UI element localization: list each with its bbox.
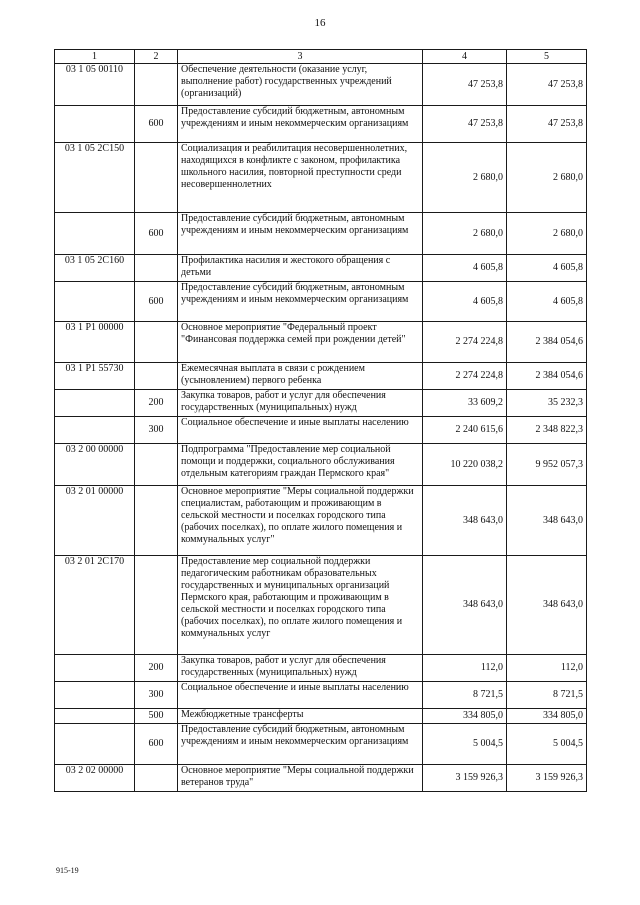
row-value-year-1: 348 643,0: [423, 486, 507, 556]
row-name: Предоставление мер социальной поддержки педагогическим работникам образовательных государственных и муниципальных организаций Пермского края, работающим и проживающим в сельской местности и поселках городского типа (рабочих поселках), по оплате жилого помещения и коммунальных услуг: [178, 556, 423, 655]
row-code: [55, 106, 135, 143]
row-name: Подпрограмма "Предоставление мер социальной помощи и поддержки, социального обслуживания отдельным категориям граждан Пермского края": [178, 444, 423, 486]
row-name: Ежемесячная выплата в связи с рождением (усыновлением) первого ребенка: [178, 363, 423, 390]
budget-table: [54, 49, 587, 792]
table-header-row: [55, 50, 587, 64]
row-value-year-2: 348 643,0: [507, 486, 587, 556]
row-code: 03 1 P1 55730: [55, 363, 135, 390]
row-value-year-2: 47 253,8: [507, 64, 587, 106]
row-expense-type: 300: [135, 417, 178, 444]
row-name: Закупка товаров, работ и услуг для обеспечения государственных (муниципальных) нужд: [178, 655, 423, 682]
page-number: 16: [314, 17, 326, 29]
table-row: [55, 390, 587, 417]
row-value-year-2: 35 232,3: [507, 390, 587, 417]
row-name: Профилактика насилия и жестокого обращения с детьми: [178, 255, 423, 282]
row-value-year-1: 2 274 224,8: [423, 322, 507, 363]
row-value-year-2: 9 952 057,3: [507, 444, 587, 486]
row-value-year-1: 2 240 615,6: [423, 417, 507, 444]
row-code: 03 2 01 2С170: [55, 556, 135, 655]
row-name: Основное мероприятие "Меры социальной поддержки ветеранов труда": [178, 765, 423, 792]
row-expense-type: [135, 363, 178, 390]
row-expense-type: [135, 486, 178, 556]
row-value-year-2: 112,0: [507, 655, 587, 682]
row-code: [55, 282, 135, 322]
table-row: [55, 556, 587, 655]
row-code: 03 2 01 00000: [55, 486, 135, 556]
row-expense-type: 200: [135, 390, 178, 417]
table-body: [55, 64, 587, 792]
row-code: [55, 390, 135, 417]
row-code: 03 1 P1 00000: [55, 322, 135, 363]
table-row: [55, 444, 587, 486]
row-expense-type: [135, 556, 178, 655]
table-row: [55, 213, 587, 255]
row-name: Социализация и реабилитация несовершеннолетних, находящихся в конфликте с законом, профилактика школьного насилия, повторной преступности среди несовершеннолетних: [178, 143, 423, 213]
row-value-year-2: 334 805,0: [507, 709, 587, 724]
row-name: Предоставление субсидий бюджетным, автономным учреждениям и иным некоммерческим организациям: [178, 106, 423, 143]
table-row: [55, 322, 587, 363]
header-col-1: 1: [55, 50, 135, 64]
row-value-year-1: 112,0: [423, 655, 507, 682]
header-col-5: 5: [507, 50, 587, 64]
table-row: [55, 363, 587, 390]
footer-code: 915-19: [56, 866, 79, 875]
table-row: [55, 765, 587, 792]
row-value-year-2: 2 384 054,6: [507, 322, 587, 363]
row-name: Предоставление субсидий бюджетным, автономным учреждениям и иным некоммерческим организациям: [178, 724, 423, 765]
row-expense-type: [135, 64, 178, 106]
row-value-year-2: 2 348 822,3: [507, 417, 587, 444]
row-code: 03 1 05 2С160: [55, 255, 135, 282]
row-value-year-1: 10 220 038,2: [423, 444, 507, 486]
row-code: [55, 724, 135, 765]
row-expense-type: [135, 255, 178, 282]
table-row: [55, 709, 587, 724]
row-value-year-2: 2 680,0: [507, 143, 587, 213]
row-code: [55, 655, 135, 682]
row-value-year-2: 3 159 926,3: [507, 765, 587, 792]
row-value-year-1: 33 609,2: [423, 390, 507, 417]
table-row: [55, 143, 587, 213]
row-code: 03 2 02 00000: [55, 765, 135, 792]
table-row: [55, 486, 587, 556]
row-name: Межбюджетные трансферты: [178, 709, 423, 724]
row-value-year-1: 2 274 224,8: [423, 363, 507, 390]
row-name: Обеспечение деятельности (оказание услуг, выполнение работ) государственных учреждений (организаций): [178, 64, 423, 106]
header-col-2: 2: [135, 50, 178, 64]
row-expense-type: [135, 444, 178, 486]
table-row: [55, 655, 587, 682]
row-value-year-2: 2 384 054,6: [507, 363, 587, 390]
row-expense-type: 600: [135, 106, 178, 143]
row-value-year-1: 8 721,5: [423, 682, 507, 709]
row-expense-type: 500: [135, 709, 178, 724]
table-row: [55, 417, 587, 444]
row-value-year-2: 4 605,8: [507, 255, 587, 282]
row-code: 03 2 00 00000: [55, 444, 135, 486]
row-name: Закупка товаров, работ и услуг для обеспечения государственных (муниципальных) нужд: [178, 390, 423, 417]
row-expense-type: 600: [135, 213, 178, 255]
row-code: [55, 213, 135, 255]
row-name: Основное мероприятие "Федеральный проект "Финансовая поддержка семей при рождении детей": [178, 322, 423, 363]
header-col-3: 3: [178, 50, 423, 64]
row-code: 03 1 05 00110: [55, 64, 135, 106]
row-value-year-1: 4 605,8: [423, 255, 507, 282]
row-name: Предоставление субсидий бюджетным, автономным учреждениям и иным некоммерческим организациям: [178, 213, 423, 255]
row-value-year-1: 2 680,0: [423, 143, 507, 213]
row-expense-type: [135, 765, 178, 792]
row-expense-type: 600: [135, 282, 178, 322]
row-value-year-2: 4 605,8: [507, 282, 587, 322]
row-value-year-1: 47 253,8: [423, 64, 507, 106]
row-value-year-1: 3 159 926,3: [423, 765, 507, 792]
row-code: [55, 417, 135, 444]
row-value-year-2: 348 643,0: [507, 556, 587, 655]
row-code: 03 1 05 2С150: [55, 143, 135, 213]
table-row: [55, 682, 587, 709]
row-value-year-1: 2 680,0: [423, 213, 507, 255]
table-row: [55, 724, 587, 765]
row-name: Основное мероприятие "Меры социальной поддержки специалистам, работающим и проживающим в сельской местности и поселках городского типа (рабочих поселках), по оплате жилого помещения и коммунальных услуг": [178, 486, 423, 556]
row-value-year-2: 47 253,8: [507, 106, 587, 143]
header-col-4: 4: [423, 50, 507, 64]
table-row: [55, 282, 587, 322]
row-value-year-1: 4 605,8: [423, 282, 507, 322]
table-row: [55, 106, 587, 143]
row-expense-type: 300: [135, 682, 178, 709]
row-expense-type: [135, 143, 178, 213]
row-expense-type: 200: [135, 655, 178, 682]
row-value-year-1: 5 004,5: [423, 724, 507, 765]
table-row: [55, 255, 587, 282]
row-value-year-2: 8 721,5: [507, 682, 587, 709]
row-code: [55, 709, 135, 724]
row-name: Предоставление субсидий бюджетным, автономным учреждениям и иным некоммерческим организациям: [178, 282, 423, 322]
row-name: Социальное обеспечение и иные выплаты населению: [178, 682, 423, 709]
row-value-year-2: 5 004,5: [507, 724, 587, 765]
row-expense-type: 600: [135, 724, 178, 765]
row-value-year-1: 47 253,8: [423, 106, 507, 143]
row-value-year-1: 348 643,0: [423, 556, 507, 655]
row-expense-type: [135, 322, 178, 363]
row-name: Социальное обеспечение и иные выплаты населению: [178, 417, 423, 444]
row-code: [55, 682, 135, 709]
table-row: [55, 64, 587, 106]
row-value-year-1: 334 805,0: [423, 709, 507, 724]
row-value-year-2: 2 680,0: [507, 213, 587, 255]
